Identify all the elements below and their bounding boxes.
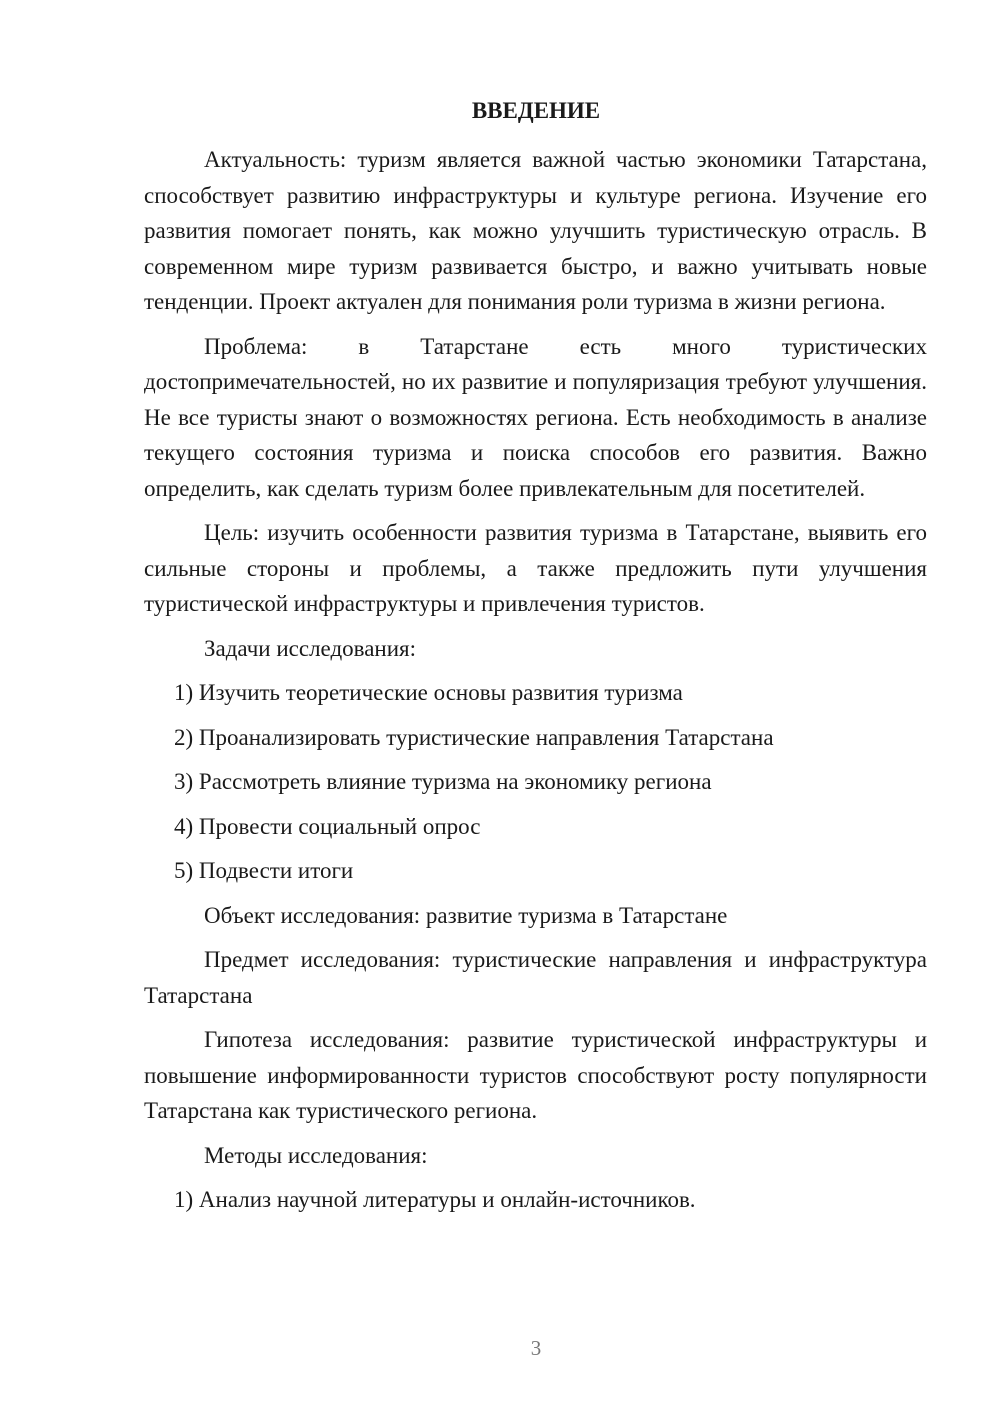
object-paragraph: Объект исследования: развитие туризма в Татарстане [204,902,728,928]
task-item: 3) Рассмотреть влияние туризма на экономику региона [174,769,712,794]
subject-paragraph: Предмет исследования: туристические направления и инфраструктура Татарстана [144,947,927,1008]
task-item: 2) Проанализировать туристические направления Татарстана [174,724,774,750]
methods-title: Методы исследования: [204,1142,428,1168]
hypothesis-paragraph: Гипотеза исследования: развитие туристической инфраструктуры и повышение информированности туристов способствуют росту популярности Татарстана как туристического региона. [144,1027,927,1123]
relevance-paragraph: Актуальность: туризм является важной частью экономики Татарстана, способствует развитию инфраструктуры и культуре региона. Изучение его развития помогает понять, как можно улучшить туристическую отрасль. В современном мире туризм развивается быстро, и важно учитывать новые тенденции. Проект актуален для понимания роли туризма в жизни региона. [144,147,927,314]
page-number: 3 [530,1336,542,1360]
tasks-title: Задачи исследования: [204,635,417,661]
task-item: 1) Изучить теоретические основы развития туризма [174,680,683,705]
section-heading: ВВЕДЕНИЕ [471,98,601,123]
task-item: 4) Провести социальный опрос [174,813,481,839]
method-item: 1) Анализ научной литературы и онлайн-источников. [174,1187,696,1212]
task-item: 5) Подвести итоги [174,858,354,883]
page-content [144,142,927,1227]
goal-paragraph: Цель: изучить особенности развития туризма в Татарстане, выявить его сильные стороны и проблемы, а также предложить пути улучшения туристической инфраструктуры и привлечения туристов. [144,520,927,616]
problem-paragraph: Проблема: в Татарстане есть много туристических достопримечательностей, но их развитие и популяризация требуют улучшения. Не все туристы знают о возможностях региона. Есть необходимость в анализе текущего состояния туризма и поиска способов его развития. Важно определить, как сделать туризм более привлекательным для посетителей. [144,333,927,501]
